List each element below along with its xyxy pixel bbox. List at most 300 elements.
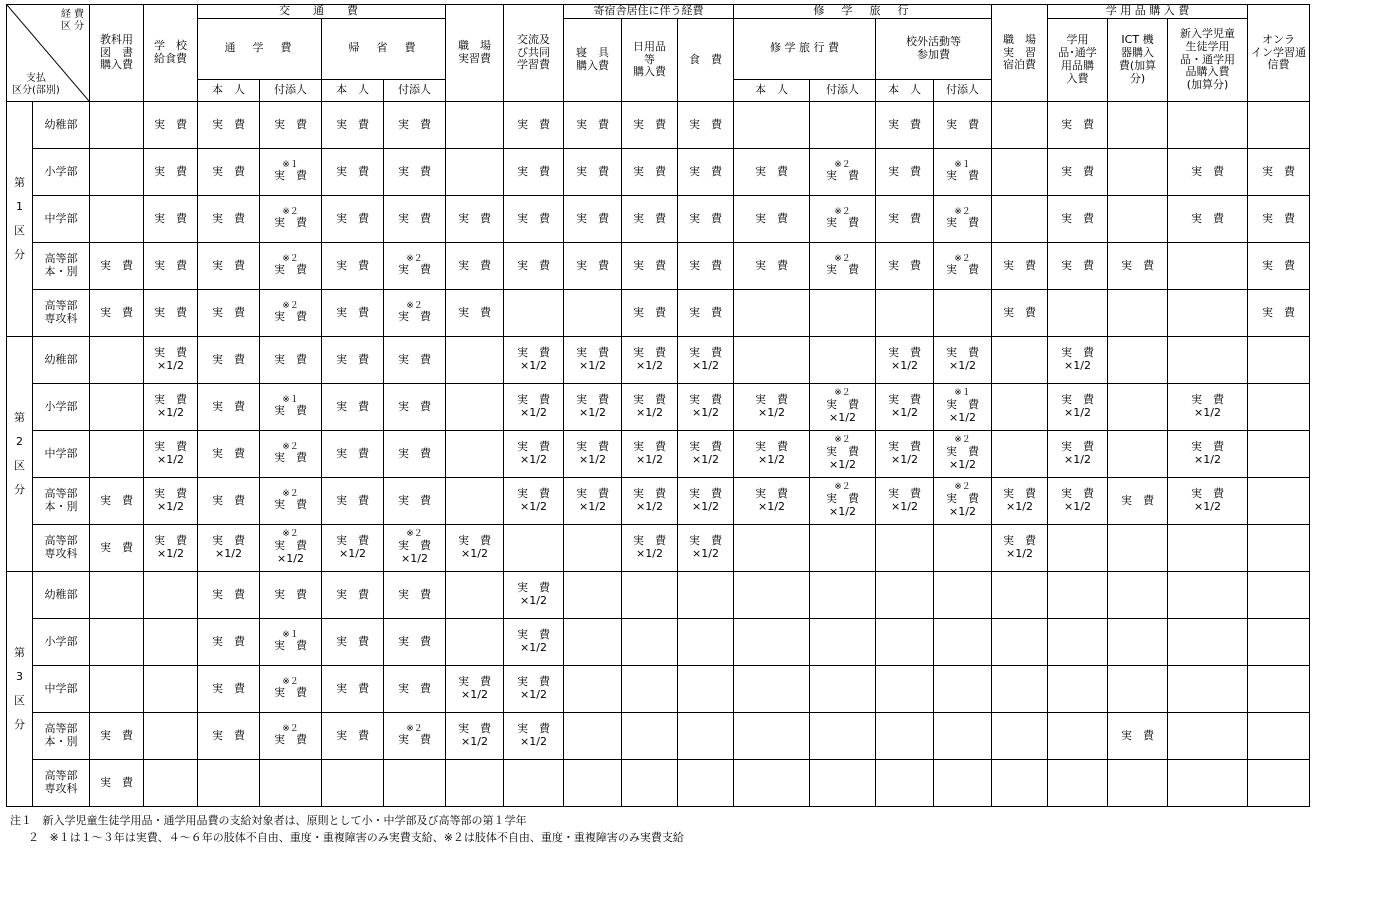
footnote-1 <box>10 813 1388 830</box>
cell-textbook <box>90 431 144 478</box>
cell-bedding <box>564 572 622 619</box>
cell-supplies <box>1048 525 1108 572</box>
header-supplies-commute: 学用 品･通学 用品購 入費 <box>1048 18 1108 101</box>
cell-meal: 実 費 <box>678 290 734 337</box>
footnotes <box>10 813 1388 846</box>
cell-lunch: 実 費 <box>144 149 198 196</box>
cell-trip_self: 実 費 ×1/2 <box>734 384 810 431</box>
cell-textbook <box>90 196 144 243</box>
cell-exchange: 実 費 <box>504 149 564 196</box>
cell-supplies: 実 費 <box>1048 102 1108 149</box>
cell-home_attendant: 実 費 <box>384 337 446 384</box>
cell-trip_attendant <box>810 572 876 619</box>
cell-textbook <box>90 666 144 713</box>
cell-workstay <box>992 431 1048 478</box>
cell-newstudent <box>1168 337 1248 384</box>
cell-off_self: 実 費 <box>876 196 934 243</box>
cell-trip_self <box>734 572 810 619</box>
cell-newstudent <box>1168 290 1248 337</box>
cell-ict <box>1108 431 1168 478</box>
cell-workplace <box>446 337 504 384</box>
cell-home_attendant: 実 費 <box>384 572 446 619</box>
cell-online: 実 費 <box>1248 196 1310 243</box>
cell-exchange: 実 費 <box>504 196 564 243</box>
cell-supplies: 実 費 <box>1048 243 1108 290</box>
cell-off_self <box>876 666 934 713</box>
cell-ict <box>1108 572 1168 619</box>
cell-trip_self: 実 費 ×1/2 <box>734 431 810 478</box>
table-row <box>7 478 1310 525</box>
cell-home_attendant: 実 費 <box>384 478 446 525</box>
cell-exchange: 実 費 ×1/2 <box>504 572 564 619</box>
cell-supplies: 実 費 <box>1048 149 1108 196</box>
cell-daily: 実 費 <box>622 290 678 337</box>
cell-commute_attendant: 実 費 <box>260 337 322 384</box>
cell-commute_self: 実 費 <box>198 196 260 243</box>
footnote-1-label: 注１ <box>10 814 32 827</box>
cell-workstay: 実 費 <box>992 243 1048 290</box>
cell-textbook <box>90 384 144 431</box>
table-row <box>7 525 1310 572</box>
cell-commute_attendant <box>260 760 322 807</box>
header-bedding: 寝 具 購入費 <box>564 18 622 101</box>
table-row <box>7 713 1310 760</box>
cell-workplace <box>446 149 504 196</box>
cell-ict <box>1108 337 1168 384</box>
cell-daily <box>622 713 678 760</box>
cell-workstay <box>992 102 1048 149</box>
cell-meal <box>678 713 734 760</box>
cell-daily <box>622 760 678 807</box>
group-label-1: 第 1 区 分 <box>7 102 33 337</box>
cell-workplace <box>446 431 504 478</box>
cell-home_attendant: 実 費 <box>384 619 446 666</box>
cell-newstudent <box>1168 713 1248 760</box>
cell-bedding <box>564 619 622 666</box>
header-offcampus-self: 本 人 <box>876 79 934 102</box>
cell-daily: 実 費 <box>622 102 678 149</box>
cell-commute_attendant: ※１ 実 費 <box>260 149 322 196</box>
cell-meal: 実 費 ×1/2 <box>678 337 734 384</box>
cell-workplace <box>446 572 504 619</box>
cell-online <box>1248 666 1310 713</box>
cell-exchange: 実 費 ×1/2 <box>504 384 564 431</box>
cell-off_self: 実 費 ×1/2 <box>876 337 934 384</box>
cell-commute_attendant: ※２ 実 費 <box>260 290 322 337</box>
cell-trip_attendant <box>810 337 876 384</box>
cell-bedding <box>564 760 622 807</box>
cell-bedding <box>564 666 622 713</box>
row-label: 高等部 専攻科 <box>33 525 90 572</box>
cell-commute_self: 実 費 <box>198 478 260 525</box>
cell-textbook <box>90 619 144 666</box>
cell-commute_self: 実 費 <box>198 290 260 337</box>
cell-workplace <box>446 760 504 807</box>
cell-lunch: 実 費 <box>144 196 198 243</box>
cell-online <box>1248 431 1310 478</box>
cell-trip_self <box>734 760 810 807</box>
cell-supplies: 実 費 ×1/2 <box>1048 384 1108 431</box>
cell-bedding: 実 費 <box>564 243 622 290</box>
cell-supplies: 実 費 ×1/2 <box>1048 478 1108 525</box>
cell-trip_self: 実 費 ×1/2 <box>734 478 810 525</box>
cell-home_attendant: 実 費 <box>384 666 446 713</box>
cell-meal: 実 費 ×1/2 <box>678 525 734 572</box>
cell-lunch: 実 費 ×1/2 <box>144 384 198 431</box>
cell-workplace <box>446 384 504 431</box>
cell-meal: 実 費 <box>678 243 734 290</box>
cell-off_attendant <box>934 619 992 666</box>
cell-home_attendant: 実 費 <box>384 384 446 431</box>
cell-lunch: 実 費 <box>144 102 198 149</box>
cell-off_self <box>876 760 934 807</box>
cell-supplies: 実 費 ×1/2 <box>1048 337 1108 384</box>
cell-newstudent <box>1168 102 1248 149</box>
cell-daily: 実 費 ×1/2 <box>622 431 678 478</box>
header-school-lunch: 学 校 給食費 <box>144 5 198 102</box>
cell-off_attendant: ※１ 実 費 ×1/2 <box>934 384 992 431</box>
header-new-student-supplies: 新入学児童 生徒学用 品・通学用 品購入費 (加算分) <box>1168 18 1248 101</box>
cell-workstay <box>992 666 1048 713</box>
header-workplace-practice: 職 場 実習費 <box>446 5 504 102</box>
cell-trip_self <box>734 525 810 572</box>
header-home-self: 本 人 <box>322 79 384 102</box>
cell-online: 実 費 <box>1248 290 1310 337</box>
cell-commute_attendant: 実 費 <box>260 102 322 149</box>
cell-daily: 実 費 ×1/2 <box>622 478 678 525</box>
cell-trip_attendant: ※２ 実 費 ×1/2 <box>810 478 876 525</box>
cell-commute_self: 実 費 <box>198 572 260 619</box>
row-label: 中学部 <box>33 196 90 243</box>
cell-commute_self: 実 費 <box>198 619 260 666</box>
cell-workstay <box>992 384 1048 431</box>
cell-ict: 実 費 <box>1108 478 1168 525</box>
cell-daily <box>622 666 678 713</box>
header-trip-attendant: 付添人 <box>810 79 876 102</box>
cell-home_attendant: 実 費 <box>384 431 446 478</box>
cell-lunch <box>144 760 198 807</box>
cell-trip_attendant: ※２ 実 費 ×1/2 <box>810 431 876 478</box>
cell-online <box>1248 713 1310 760</box>
cell-supplies: 実 費 <box>1048 196 1108 243</box>
cell-workplace: 実 費 <box>446 196 504 243</box>
cell-lunch: 実 費 <box>144 243 198 290</box>
header-meal: 食 費 <box>678 18 734 101</box>
cell-home_attendant: 実 費 <box>384 196 446 243</box>
cell-meal <box>678 760 734 807</box>
row-label: 小学部 <box>33 384 90 431</box>
table-body <box>7 102 1310 807</box>
cell-textbook <box>90 572 144 619</box>
cell-off_self: 実 費 ×1/2 <box>876 384 934 431</box>
cell-trip_attendant: ※２ 実 費 <box>810 196 876 243</box>
cell-commute_self: 実 費 <box>198 337 260 384</box>
cell-home_self: 実 費 ×1/2 <box>322 525 384 572</box>
cell-newstudent: 実 費 ×1/2 <box>1168 384 1248 431</box>
cell-supplies <box>1048 760 1108 807</box>
cell-textbook: 実 費 <box>90 478 144 525</box>
row-label: 高等部 専攻科 <box>33 760 90 807</box>
cell-home_self: 実 費 <box>322 196 384 243</box>
cell-textbook: 実 費 <box>90 243 144 290</box>
cell-off_attendant <box>934 572 992 619</box>
cell-online: 実 費 <box>1248 149 1310 196</box>
cell-workplace: 実 費 ×1/2 <box>446 666 504 713</box>
cell-home_attendant: 実 費 <box>384 102 446 149</box>
cell-meal: 実 費 <box>678 102 734 149</box>
cell-supplies <box>1048 572 1108 619</box>
cell-workplace <box>446 478 504 525</box>
cell-ict <box>1108 290 1168 337</box>
cell-supplies <box>1048 619 1108 666</box>
cell-newstudent <box>1168 572 1248 619</box>
header-commute-attendant: 付添人 <box>260 79 322 102</box>
cell-bedding: 実 費 <box>564 149 622 196</box>
cell-commute_self: 実 費 <box>198 243 260 290</box>
cell-exchange: 実 費 ×1/2 <box>504 431 564 478</box>
cell-home_attendant: 実 費 <box>384 149 446 196</box>
cell-commute_attendant: ※２ 実 費 <box>260 243 322 290</box>
cell-online <box>1248 478 1310 525</box>
cell-lunch <box>144 619 198 666</box>
cell-workplace: 実 費 <box>446 243 504 290</box>
group-label-3: 第 3 区 分 <box>7 572 33 807</box>
cell-daily: 実 費 ×1/2 <box>622 337 678 384</box>
header-trip-self: 本 人 <box>734 79 810 102</box>
cell-trip_attendant <box>810 525 876 572</box>
cell-home_self: 実 費 <box>322 478 384 525</box>
cell-workstay <box>992 149 1048 196</box>
cell-commute_attendant: ※２ 実 費 <box>260 478 322 525</box>
cell-home_self: 実 費 <box>322 384 384 431</box>
cell-meal: 実 費 ×1/2 <box>678 384 734 431</box>
cell-daily: 実 費 ×1/2 <box>622 525 678 572</box>
cell-exchange: 実 費 ×1/2 <box>504 478 564 525</box>
cell-online <box>1248 525 1310 572</box>
cell-commute_attendant: ※２ 実 費 ×1/2 <box>260 525 322 572</box>
cell-off_attendant <box>934 713 992 760</box>
row-label: 高等部 本・別 <box>33 713 90 760</box>
cell-textbook <box>90 337 144 384</box>
cell-exchange: 実 費 ×1/2 <box>504 713 564 760</box>
header-trip-fee: 修 学 旅 行 費 <box>734 18 876 79</box>
corner-label-payment: 支払 区分(部別) <box>12 73 60 97</box>
cell-off_attendant: ※２ 実 費 <box>934 196 992 243</box>
corner-header <box>7 5 90 102</box>
cell-off_attendant: 実 費 <box>934 102 992 149</box>
cell-newstudent <box>1168 619 1248 666</box>
row-label: 高等部 本・別 <box>33 243 90 290</box>
benefit-matrix-table <box>6 4 1310 807</box>
row-label: 小学部 <box>33 619 90 666</box>
table-row <box>7 619 1310 666</box>
cell-ict: 実 費 <box>1108 243 1168 290</box>
cell-commute_attendant: ※２ 実 費 <box>260 666 322 713</box>
cell-off_attendant: ※１ 実 費 <box>934 149 992 196</box>
cell-commute_attendant: ※１ 実 費 <box>260 384 322 431</box>
cell-off_self: 実 費 <box>876 149 934 196</box>
table-header <box>7 5 1310 102</box>
cell-home_self: 実 費 <box>322 666 384 713</box>
cell-ict <box>1108 619 1168 666</box>
cell-workplace: 実 費 <box>446 290 504 337</box>
cell-trip_attendant: ※２ 実 費 <box>810 243 876 290</box>
header-exchange-learning: 交流及 び共同 学習費 <box>504 5 564 102</box>
cell-textbook: 実 費 <box>90 760 144 807</box>
cell-commute_self: 実 費 <box>198 102 260 149</box>
cell-bedding <box>564 713 622 760</box>
cell-lunch: 実 費 ×1/2 <box>144 431 198 478</box>
cell-workstay <box>992 760 1048 807</box>
row-label: 高等部 本・別 <box>33 478 90 525</box>
cell-commute_attendant: ※２ 実 費 <box>260 713 322 760</box>
cell-bedding <box>564 525 622 572</box>
cell-trip_attendant: ※２ 実 費 <box>810 149 876 196</box>
header-textbook: 教科用 図 書 購入費 <box>90 5 144 102</box>
table-row <box>7 102 1310 149</box>
row-label: 幼稚部 <box>33 102 90 149</box>
table-row <box>7 666 1310 713</box>
cell-commute_attendant: ※２ 実 費 <box>260 196 322 243</box>
cell-home_self: 実 費 <box>322 102 384 149</box>
cell-daily: 実 費 <box>622 196 678 243</box>
header-daily-goods: 日用品 等 購入費 <box>622 18 678 101</box>
table-row <box>7 196 1310 243</box>
cell-off_self: 実 費 <box>876 243 934 290</box>
cell-off_attendant <box>934 290 992 337</box>
cell-newstudent: 実 費 ×1/2 <box>1168 478 1248 525</box>
header-commute-self: 本 人 <box>198 79 260 102</box>
cell-newstudent <box>1168 666 1248 713</box>
cell-lunch <box>144 572 198 619</box>
table-row <box>7 572 1310 619</box>
cell-exchange <box>504 525 564 572</box>
header-transport-group: 交 通 費 <box>198 5 446 19</box>
cell-textbook: 実 費 <box>90 290 144 337</box>
row-label: 中学部 <box>33 666 90 713</box>
cell-meal: 実 費 <box>678 149 734 196</box>
cell-commute_self: 実 費 <box>198 666 260 713</box>
cell-trip_attendant <box>810 290 876 337</box>
cell-textbook: 実 費 <box>90 713 144 760</box>
cell-textbook <box>90 149 144 196</box>
cell-home_attendant: ※２ 実 費 <box>384 713 446 760</box>
cell-off_self <box>876 713 934 760</box>
cell-bedding: 実 費 ×1/2 <box>564 384 622 431</box>
cell-online <box>1248 337 1310 384</box>
cell-commute_self: 実 費 <box>198 713 260 760</box>
cell-textbook: 実 費 <box>90 525 144 572</box>
cell-ict <box>1108 525 1168 572</box>
cell-commute_self <box>198 760 260 807</box>
cell-off_attendant: 実 費 ×1/2 <box>934 337 992 384</box>
corner-label-expense: 経 費 区 分 <box>60 9 84 32</box>
cell-bedding: 実 費 <box>564 196 622 243</box>
cell-online <box>1248 619 1310 666</box>
cell-exchange: 実 費 <box>504 243 564 290</box>
header-online-learning: オンラ イン学習通 信費 <box>1248 5 1310 102</box>
cell-trip_attendant <box>810 713 876 760</box>
cell-commute_self: 実 費 <box>198 431 260 478</box>
cell-daily: 実 費 <box>622 243 678 290</box>
cell-ict: 実 費 <box>1108 713 1168 760</box>
header-homecoming-fee: 帰 省 費 <box>322 18 446 79</box>
cell-ict <box>1108 196 1168 243</box>
cell-commute_attendant: 実 費 <box>260 572 322 619</box>
cell-ict <box>1108 102 1168 149</box>
header-commute-fee: 通 学 費 <box>198 18 322 79</box>
cell-workstay <box>992 572 1048 619</box>
cell-daily <box>622 572 678 619</box>
cell-ict <box>1108 149 1168 196</box>
cell-off_attendant: ※２ 実 費 ×1/2 <box>934 431 992 478</box>
row-label: 高等部 専攻科 <box>33 290 90 337</box>
cell-trip_attendant <box>810 619 876 666</box>
table-row <box>7 337 1310 384</box>
cell-meal <box>678 619 734 666</box>
cell-commute_self: 実 費 <box>198 149 260 196</box>
cell-off_attendant: ※２ 実 費 ×1/2 <box>934 478 992 525</box>
footnote-2 <box>10 830 1388 847</box>
cell-workplace <box>446 619 504 666</box>
row-label: 中学部 <box>33 431 90 478</box>
row-label: 小学部 <box>33 149 90 196</box>
footnote-2-label: ２ <box>28 830 39 844</box>
cell-newstudent <box>1168 243 1248 290</box>
footnote-1-text: 新入学児童生徒学用品・通学用品費の支給対象者は、原則として小・中学部及び高等部の第１学年 <box>42 814 527 827</box>
cell-online <box>1248 760 1310 807</box>
cell-off_self <box>876 525 934 572</box>
cell-workstay: 実 費 <box>992 290 1048 337</box>
cell-workplace: 実 費 ×1/2 <box>446 525 504 572</box>
cell-online <box>1248 384 1310 431</box>
cell-bedding: 実 費 ×1/2 <box>564 431 622 478</box>
cell-trip_attendant <box>810 760 876 807</box>
cell-bedding <box>564 290 622 337</box>
header-school-trip-group: 修 学 旅 行 <box>734 5 992 19</box>
cell-commute_self: 実 費 ×1/2 <box>198 525 260 572</box>
header-workplace-lodging: 職 場 実 習 宿泊費 <box>992 5 1048 102</box>
cell-exchange: 実 費 ×1/2 <box>504 337 564 384</box>
cell-off_attendant <box>934 760 992 807</box>
cell-daily <box>622 619 678 666</box>
cell-off_self <box>876 290 934 337</box>
cell-trip_self: 実 費 <box>734 243 810 290</box>
cell-online: 実 費 <box>1248 243 1310 290</box>
header-home-attendant: 付添人 <box>384 79 446 102</box>
cell-home_self <box>322 760 384 807</box>
cell-trip_attendant <box>810 666 876 713</box>
cell-workstay: 実 費 ×1/2 <box>992 478 1048 525</box>
cell-lunch <box>144 713 198 760</box>
cell-workstay <box>992 337 1048 384</box>
cell-commute_attendant: ※１ 実 費 <box>260 619 322 666</box>
cell-bedding: 実 費 ×1/2 <box>564 337 622 384</box>
cell-newstudent <box>1168 525 1248 572</box>
cell-off_self: 実 費 <box>876 102 934 149</box>
cell-supplies: 実 費 ×1/2 <box>1048 431 1108 478</box>
header-dormitory-group: 寄宿舎居住に伴う経費 <box>564 5 734 19</box>
cell-meal <box>678 572 734 619</box>
cell-workstay <box>992 713 1048 760</box>
cell-off_self: 実 費 ×1/2 <box>876 478 934 525</box>
cell-trip_self <box>734 337 810 384</box>
cell-supplies <box>1048 666 1108 713</box>
cell-meal <box>678 666 734 713</box>
cell-ict <box>1108 760 1168 807</box>
cell-daily: 実 費 ×1/2 <box>622 384 678 431</box>
cell-supplies <box>1048 713 1108 760</box>
